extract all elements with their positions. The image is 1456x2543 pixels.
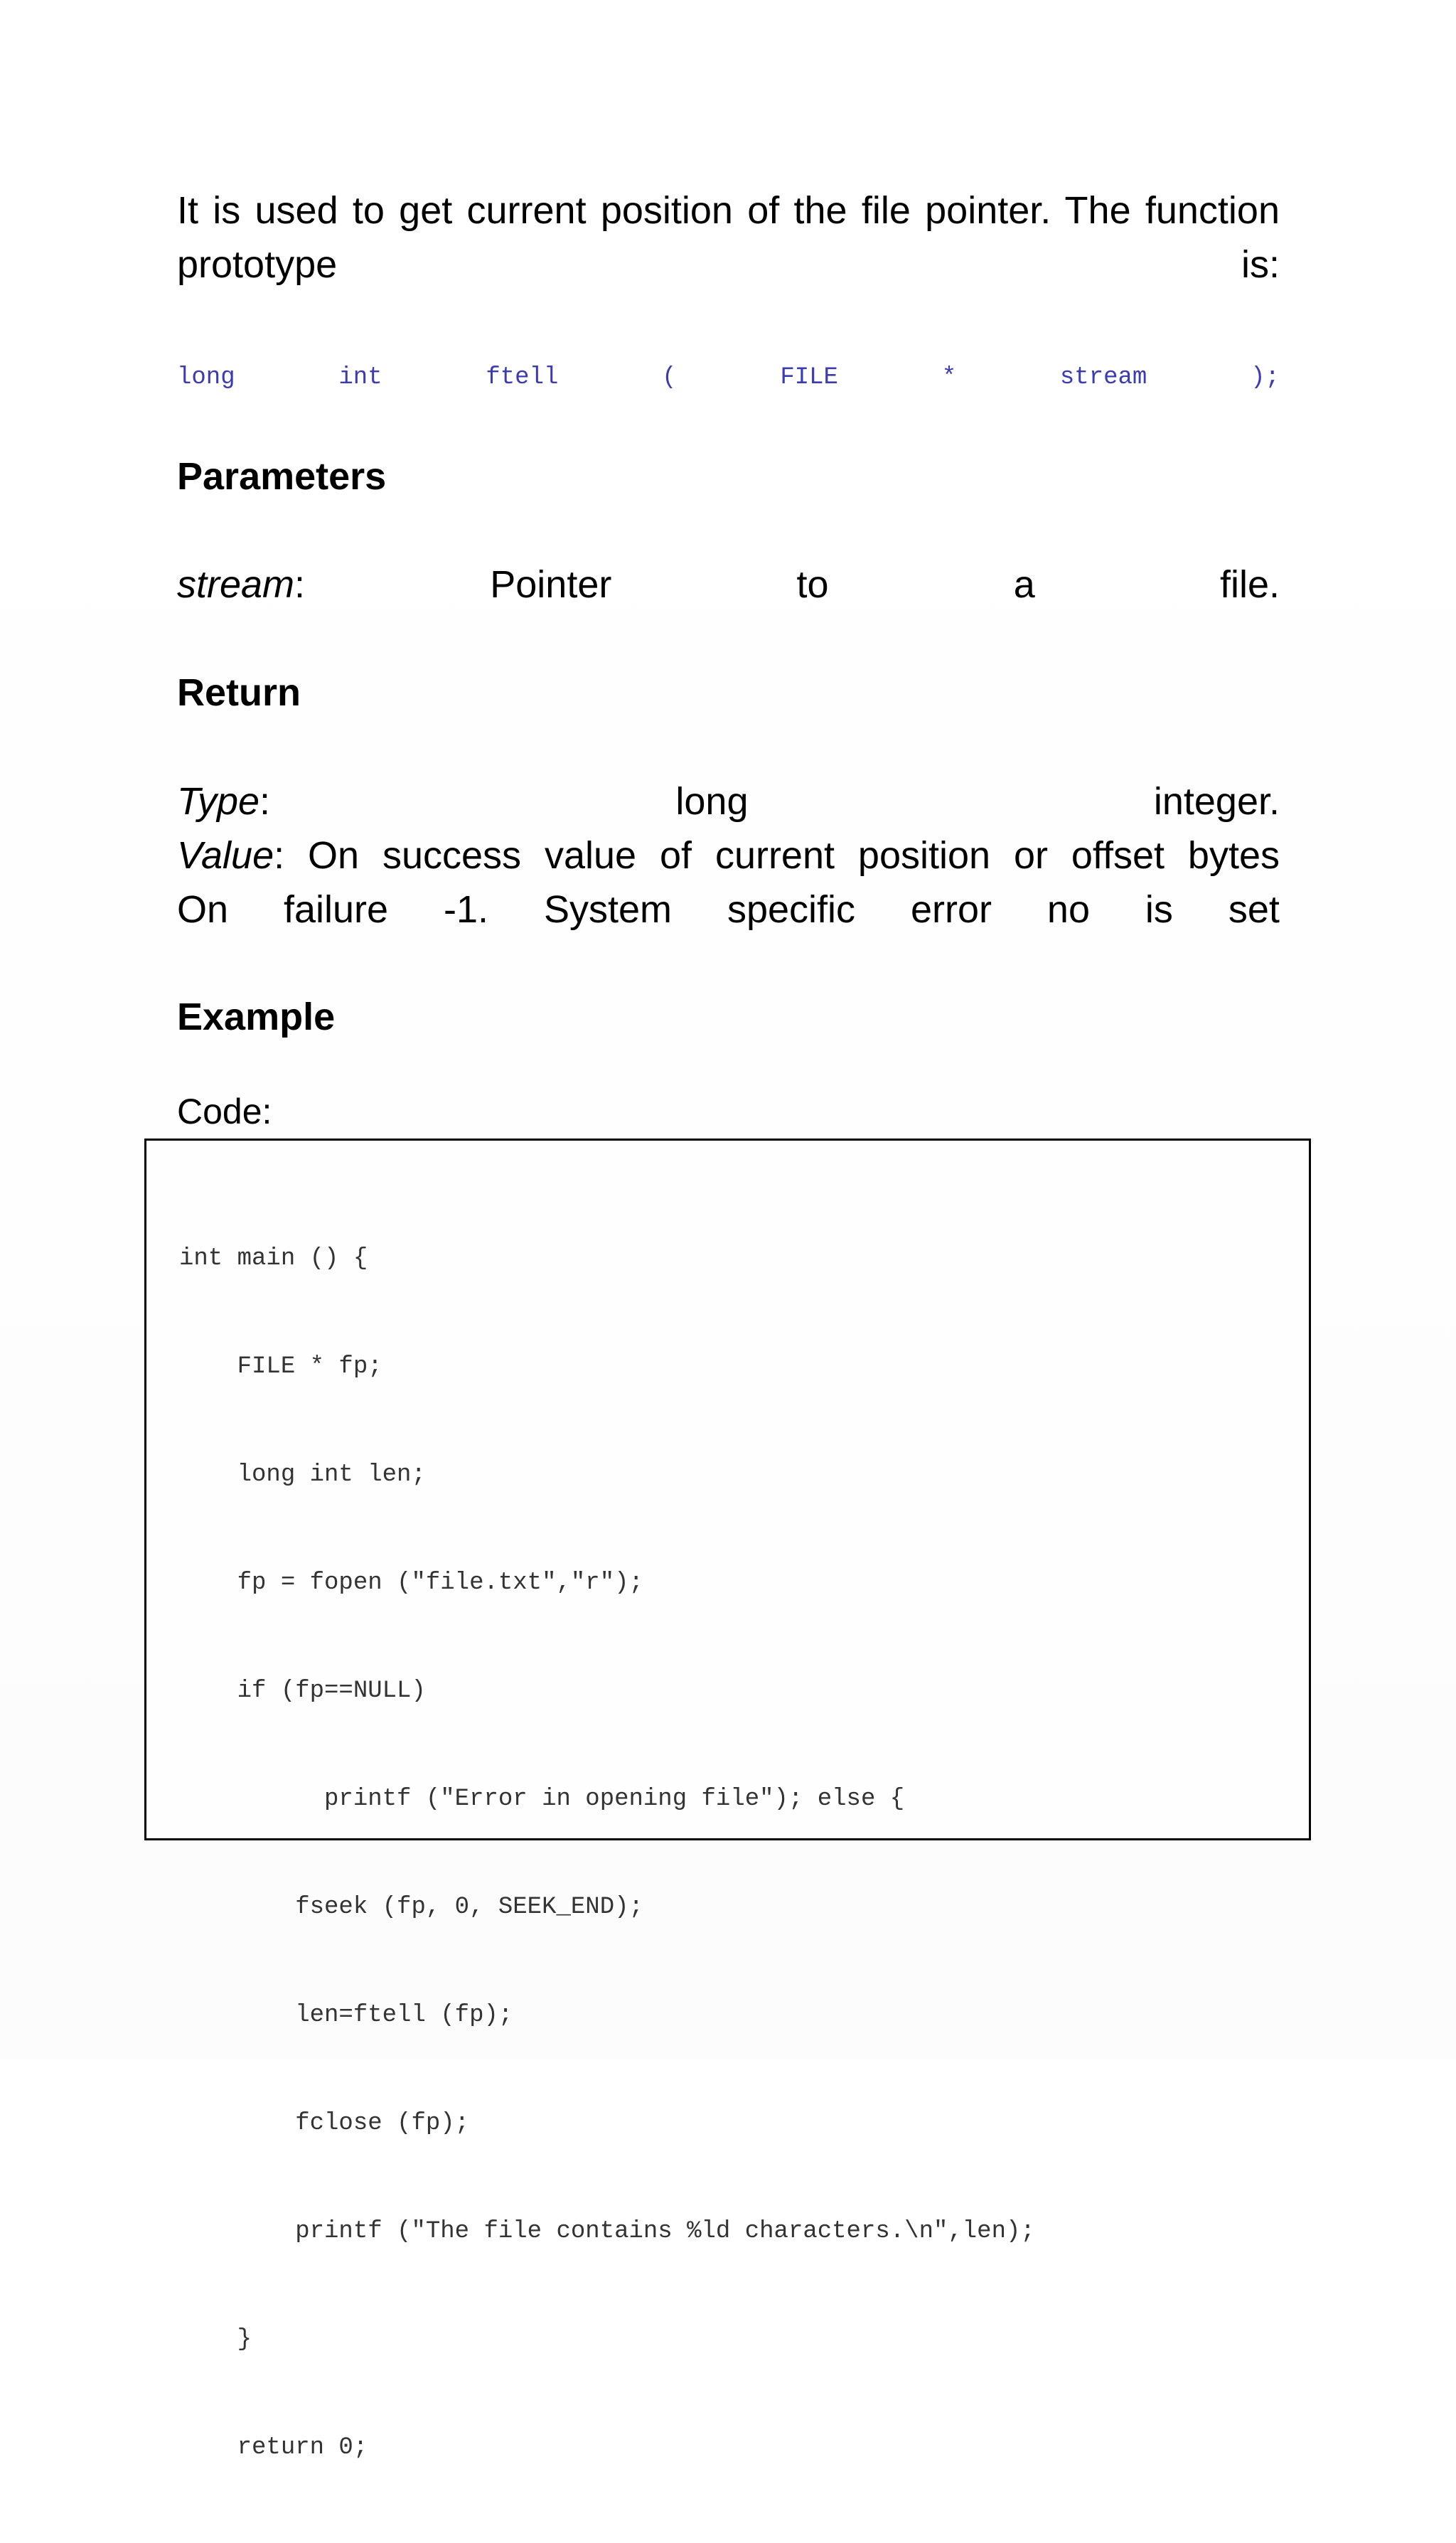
code-label: Code: [177, 1092, 272, 1131]
example-heading: Example [177, 996, 336, 1038]
code-line: int main () { [179, 1245, 368, 1272]
code-line: } [179, 2326, 252, 2353]
return-failure-row [177, 883, 1280, 937]
code-line: fseek (fp, 0, SEEK_END); [179, 1894, 643, 1921]
return-type-word: long [675, 780, 749, 823]
code-line: if (fp==NULL) [179, 1678, 426, 1705]
prototype-token: long [177, 364, 235, 391]
parameter-word: to [796, 563, 829, 606]
code-line: printf ("Error in opening file"); else { [179, 1786, 905, 1813]
return-type-label-group [177, 774, 270, 828]
prototype-token: ftell [486, 364, 559, 391]
prototype-token: stream [1059, 364, 1147, 391]
intro-paragraph [177, 183, 1280, 292]
code-line: len=ftell (fp); [179, 2002, 513, 2029]
code-block [144, 1139, 1311, 2461]
prototype-token: FILE [780, 364, 838, 391]
return-value-text: : On success value of current position or offset bytes [274, 834, 1280, 877]
code-lines [179, 1192, 1035, 2543]
code-line: fclose (fp); [179, 2110, 470, 2137]
prototype-token: int [338, 364, 382, 391]
prototype-token: ( [662, 364, 677, 391]
return-type-label: Type [177, 780, 260, 823]
failure-word: is [1145, 888, 1173, 931]
parameter-word: a [1013, 563, 1035, 606]
prototype-token: * [941, 364, 957, 391]
failure-word: On [177, 888, 229, 931]
parameters-heading: Parameters [177, 455, 387, 498]
failure-word: specific [727, 888, 856, 931]
return-type-colon: : [259, 780, 271, 823]
code-line: return 0; [179, 2434, 368, 2461]
code-line: fp = fopen ("file.txt","r"); [179, 1569, 643, 1596]
function-prototype [177, 364, 1280, 391]
intro-word: is: [1241, 243, 1280, 286]
parameter-name-group [177, 558, 305, 612]
failure-word: no [1046, 888, 1090, 931]
return-heading: Return [177, 671, 301, 714]
failure-word: failure [283, 888, 389, 931]
intro-line-1: It is used to get current position of the file pointer. The function [177, 189, 1280, 232]
parameter-word: Pointer [490, 563, 612, 606]
return-type-row [177, 774, 1280, 828]
intro-line-2 [177, 238, 1280, 292]
code-line: printf ("The file contains %ld characters.\n",len); [179, 2218, 1035, 2245]
failure-word: error [910, 888, 992, 931]
parameter-colon: : [294, 563, 306, 606]
code-line: FILE * fp; [179, 1353, 382, 1380]
return-type-word: integer. [1153, 780, 1280, 823]
code-line: long int len; [179, 1461, 426, 1488]
failure-word: System [543, 888, 673, 931]
intro-word: prototype [177, 243, 338, 286]
prototype-token: ); [1251, 364, 1280, 391]
failure-word: -1. [444, 888, 489, 931]
failure-word: set [1228, 888, 1280, 931]
parameter-stream-row [177, 558, 1280, 612]
return-value-row [177, 828, 1280, 883]
return-value-label: Value [177, 834, 274, 877]
parameter-name: stream [177, 563, 295, 606]
parameter-word: file. [1219, 563, 1280, 606]
return-description [177, 774, 1280, 937]
